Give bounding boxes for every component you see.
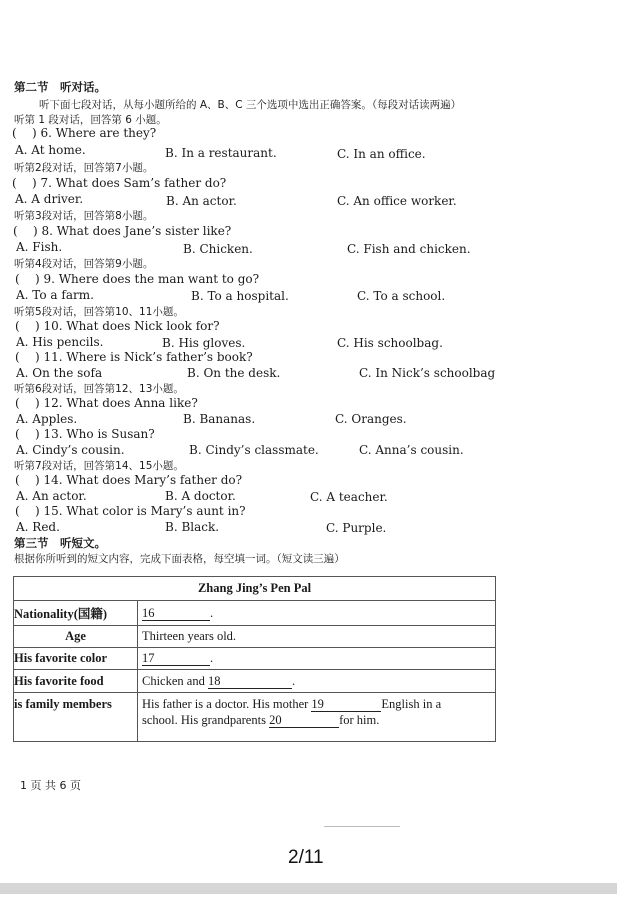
question-7-option-b: B. An actor. [166,194,237,208]
question-8-option-a: A. Fish. [16,240,63,254]
question-7-option-a: A. A driver. [15,192,84,206]
section-2-title: 第二节 听对话。 [14,80,106,94]
dialog-intro: 听第 1 段对话，回答第 6 小题。 [14,114,167,126]
question-11: ( ) 11. Where is Nick’s father’s book? [15,350,253,364]
question-13-option-c: C. Anna’s cousin. [359,443,464,457]
table-row [14,693,496,742]
dialog-intro: 听第3段对话，回答第8小题。 [14,210,154,222]
question-13: ( ) 13. Who is Susan? [15,427,155,441]
table-row [14,601,496,626]
question-14-option-c: C. A teacher. [310,490,388,504]
dialog-intro: 听第5段对话，回答第10、11小题。 [14,306,184,318]
section-3-instruction: 根据你所听到的短文内容，完成下面表格，每空填一词。（短文读三遍） [14,553,345,565]
row-label: Age [14,626,138,648]
question-13-option-a: A. Cindy’s cousin. [16,443,125,457]
question-10-option-b: B. His gloves. [162,336,246,350]
section-3-title: 第三节 听短文。 [14,536,106,550]
row-value: Thirteen years old. [138,626,496,648]
question-13-option-b: B. Cindy’s classmate. [189,443,319,457]
row-label: Nationality(国籍) [14,601,138,626]
blank-20[interactable]: 20 [269,714,339,728]
question-15-option-a: A. Red. [16,520,60,534]
row-value: 16 . [138,601,496,626]
dialog-intro: 听第4段对话，回答第9小题。 [14,258,154,270]
dialog-intro: 听第7段对话，回答第14、15小题。 [14,460,184,472]
question-11-option-c: C. In Nick’s schoolbag [359,366,496,380]
page-footer: 1 页 共 6 页 [20,779,81,792]
scan-mark [324,826,400,827]
question-14-option-a: A. An actor. [16,489,87,503]
question-12-option-a: A. Apples. [16,412,78,426]
question-12-option-b: B. Bananas. [183,412,256,426]
question-10: ( ) 10. What does Nick look for? [15,319,220,333]
question-6-option-a: A. At home. [15,143,86,157]
viewer-bottom-bar [0,883,617,894]
row-label: is family members [14,693,138,742]
question-8-option-c: C. Fish and chicken. [347,242,471,256]
row-value: Chicken and 18 . [138,670,496,693]
pen-pal-table [13,576,496,742]
question-7-option-c: C. An office worker. [337,194,457,208]
question-12-option-c: C. Oranges. [335,412,407,426]
blank-19[interactable]: 19 [311,698,381,712]
question-8: ( ) 8. What does Jane’s sister like? [13,224,232,238]
question-15-option-c: C. Purple. [326,521,387,535]
question-9: ( ) 9. Where does the man want to go? [15,272,260,286]
question-15-option-b: B. Black. [165,520,220,534]
question-7: ( ) 7. What does Sam’s father do? [12,176,227,190]
table-row [14,626,496,648]
question-9-option-b: B. To a hospital. [191,289,289,303]
question-6-option-b: B. In a restaurant. [165,146,277,160]
question-6-option-c: C. In an office. [337,147,426,161]
question-11-option-a: A. On the sofa [16,366,103,380]
question-10-option-c: C. His schoolbag. [337,336,443,350]
dialog-intro: 听第6段对话，回答第12、13小题。 [14,383,184,395]
question-8-option-b: B. Chicken. [183,242,253,256]
blank-18[interactable]: 18 [208,675,292,689]
table-title: Zhang Jing’s Pen Pal [14,577,496,601]
table-row [14,670,496,693]
question-14: ( ) 14. What does Mary’s father do? [15,473,243,487]
row-value: His father is a doctor. His mother 19 English in a school. His grandparents 20 for him. [138,693,496,742]
table-row [14,648,496,670]
question-15: ( ) 15. What color is Mary’s aunt in? [15,504,246,518]
blank-17[interactable]: 17 [142,652,210,666]
row-label: His favorite color [14,648,138,670]
question-14-option-b: B. A doctor. [165,489,236,503]
question-10-option-a: A. His pencils. [16,335,104,349]
question-9-option-c: C. To a school. [357,289,446,303]
row-label: His favorite food [14,670,138,693]
blank-16[interactable]: 16 [142,607,210,621]
question-12: ( ) 12. What does Anna like? [15,396,198,410]
dialog-intro: 听第2段对话，回答第7小题。 [14,162,154,174]
page-indicator: 2/11 [288,847,324,868]
row-value: 17 . [138,648,496,670]
question-11-option-b: B. On the desk. [187,366,281,380]
question-6: ( ) 6. Where are they? [12,126,157,140]
question-9-option-a: A. To a farm. [16,288,94,302]
section-2-instruction: 听下面七段对话，从每小题所给的 A、B、C 三个选项中选出正确答案。（每段对话读两遍） [39,99,462,111]
